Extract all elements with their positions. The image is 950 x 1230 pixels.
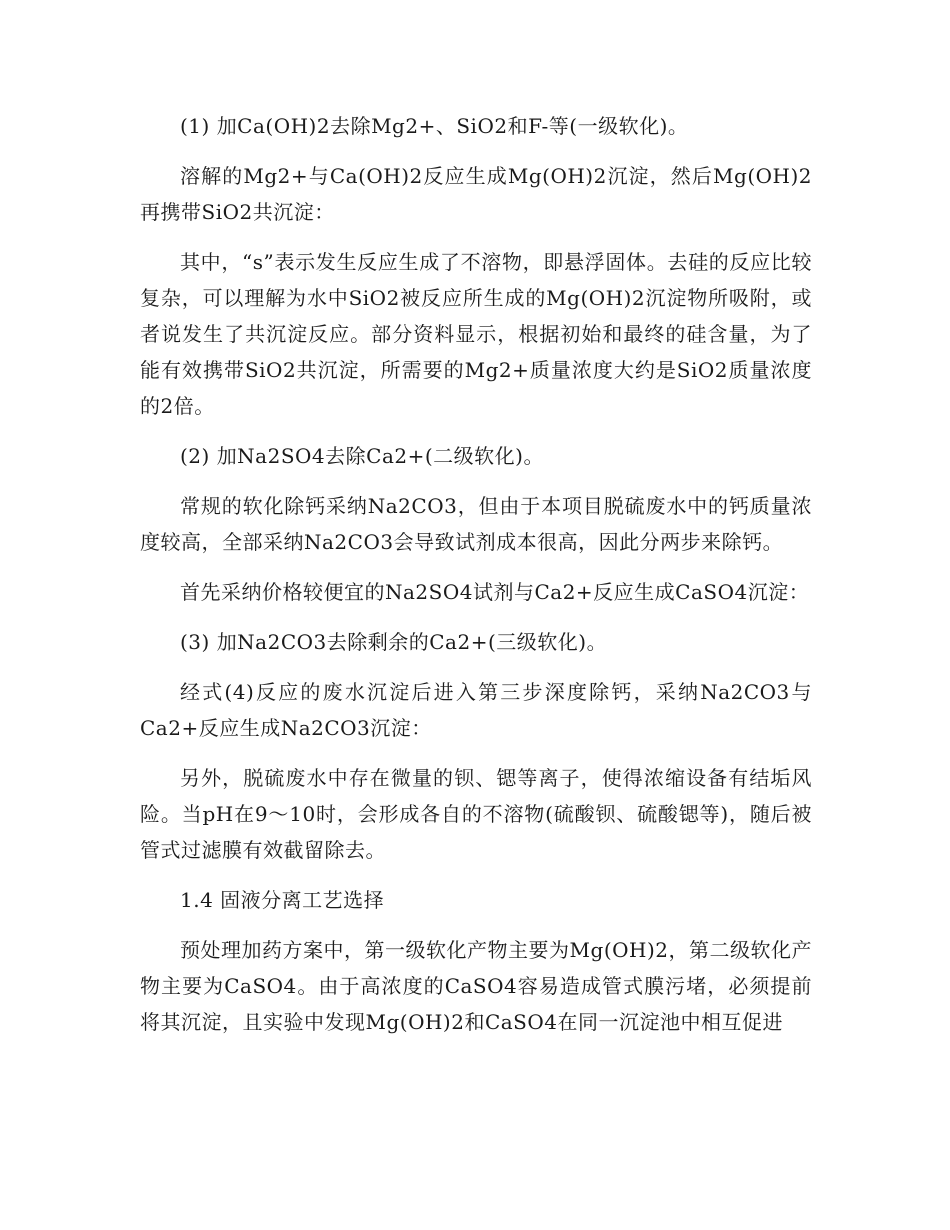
paragraph-deep-calcium-removal: 经式(4)反应的废水沉淀后进入第三步深度除钙，采纳Na2CO3与Ca2+反应生成Na2CO3沉淀： [140,680,812,740]
paragraph-softening-step-1: (1) 加Ca(OH)2去除Mg2+、SiO2和F-等(一级软化)。 [180,114,689,138]
paragraph-calcium-removal: 常规的软化除钙采纳Na2CO3，但由于本项目脱硫废水中的钙质量浓度较高，全部采纳Na2CO3会导致试剂成本很高，因此分两步来除钙。 [140,494,812,554]
document-body [140,108,812,1054]
paragraph-softening-step-3: (3) 加Na2CO3去除剩余的Ca2+(三级软化)。 [180,630,608,654]
paragraph-barium-strontium: 另外，脱硫废水中存在微量的钡、锶等离子，使得浓缩设备有结垢风险。当pH在9～10时，会形成各自的不溶物(硫酸钡、硫酸锶等)，随后被管式过滤膜有效截留除去。 [140,766,812,862]
paragraph-silica-removal: 其中，“s”表示发生反应生成了不溶物，即悬浮固体。去硅的反应比较复杂，可以理解为水中SiO2被反应所生成的Mg(OH)2沉淀物所吸附，或者说发生了共沉淀反应。部分资料显示，根据初始和最终的硅含量，为了能有效携带SiO2共沉淀，所需要的Mg2+质量浓度大约是SiO2质量浓度的2倍。 [140,250,812,418]
paragraph-solid-liquid-separation: 预处理加药方案中，第一级软化产物主要为Mg(OH)2，第二级软化产物主要为CaSO4。由于高浓度的CaSO4容易造成管式膜污堵，必须提前将其沉淀，且实验中发现Mg(OH)2和CaSO4在同一沉淀池中相互促进 [140,938,812,1034]
paragraph-softening-step-2: (2) 加Na2SO4去除Ca2+(二级软化)。 [180,444,544,468]
paragraph-mg-reaction: 溶解的Mg2+与Ca(OH)2反应生成Mg(OH)2沉淀，然后Mg(OH)2再携带SiO2共沉淀： [140,164,812,224]
section-heading-1-4: 1.4 固液分离工艺选择 [180,888,385,912]
paragraph-na2so4-reaction: 首先采纳价格较便宜的Na2SO4试剂与Ca2+反应生成CaSO4沉淀： [180,580,810,604]
